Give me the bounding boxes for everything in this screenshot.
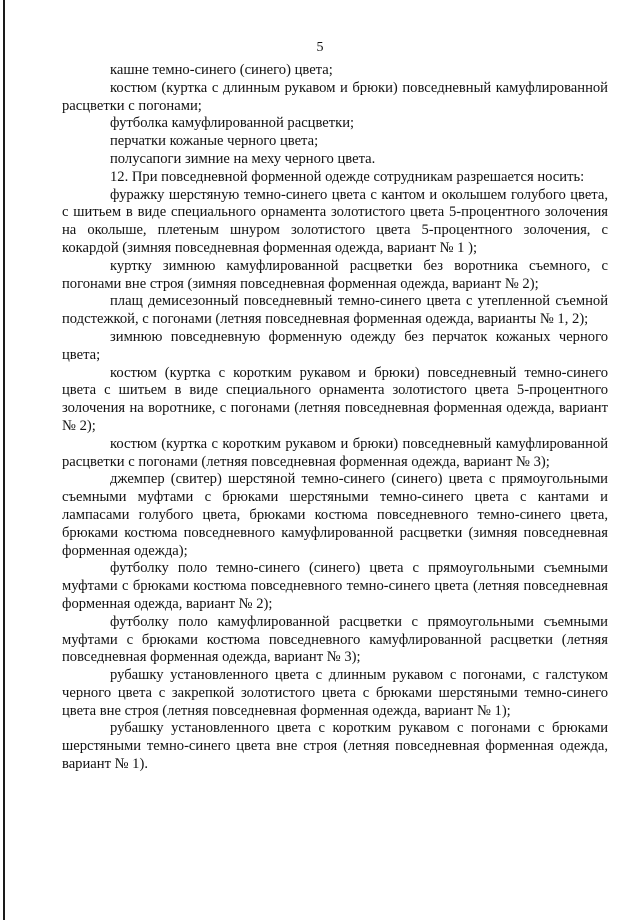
- paragraph: костюм (куртка с коротким рукавом и брюки) повседневный камуфлированной расцветки с погонами (летняя повседневная форменная одежда, вариант № 3);: [62, 435, 608, 470]
- paragraph: полусапоги зимние на меху черного цвета.: [110, 150, 376, 167]
- paragraph: зимнюю повседневную форменную одежду без перчаток кожаных черного цвета;: [62, 328, 608, 363]
- scan-edge-line: [3, 0, 5, 920]
- paragraph: фуражку шерстяную темно-синего цвета с кантом и околышем голубого цвета, с шитьем в виде специального орнамента золотистого цвета 5-процентного золочения на околыше, плетеным шнуром золотистого цвета 5-процентного золочения, с кокардой (зимняя повседневная форменная одежда, вариант № 1 );: [62, 186, 608, 256]
- paragraph: футболка камуфлированной расцветки;: [110, 115, 355, 132]
- paragraph: футболку поло темно-синего (синего) цвета с прямоугольными съемными муфтами с брюками костюма повседневного темно-синего цвета (летняя повседневная форменная одежда, вариант № 2);: [62, 560, 608, 612]
- page-number: 5: [316, 40, 324, 55]
- paragraph: джемпер (свитер) шерстяной темно-синего (синего) цвета с прямоугольными съемными муфтами с брюками шерстяными темно-синего цвета с кантами и лампасами голубого цвета, брюками костюма повседневного темно-синего цвета, брюками костюма повседневного камуфлированной расцветки (зимняя повседневная форменная одежда);: [62, 471, 608, 559]
- paragraph: плащ демисезонный повседневный темно-синего цвета с утепленной съемной подстежкой, с погонами (летняя повседневная форменная одежда, варианты № 1, 2);: [62, 293, 608, 328]
- paragraph: куртку зимнюю камуфлированной расцветки без воротника съемного, с погонами вне строя (зимняя повседневная форменная одежда, вариант № 2);: [62, 257, 608, 292]
- paragraph: костюм (куртка с коротким рукавом и брюки) повседневный темно-синего цвета с шитьем в виде специального орнамента золотистого цвета 5-процентного золочения на воротнике, с погонами (летняя повседневная форменная одежда, вариант № 2);: [62, 364, 608, 434]
- paragraph: кашне темно-синего (синего) цвета;: [110, 62, 333, 78]
- paragraph: рубашку установленного цвета с коротким рукавом с погонами с брюками шерстяными темно-синего цвета вне строя (летняя повседневная форменная одежда, вариант № 1).: [62, 720, 608, 773]
- section-heading-12: 12. При повседневной форменной одежде сотрудникам разрешается носить:: [110, 168, 585, 185]
- paragraph: футболку поло камуфлированной расцветки с прямоугольными съемными муфтами с брюками костюма повседневного камуфлированной расцветки (летняя повседневная форменная одежда, вариант № 3);: [62, 613, 608, 666]
- paragraph: перчатки кожаные черного цвета;: [110, 133, 319, 150]
- paragraph: костюм (куртка с длинным рукавом и брюки) повседневный камуфлированной расцветки с погонами;: [62, 79, 608, 114]
- paragraph: рубашку установленного цвета с длинным рукавом с погонами, с галстуком черного цвета с закрепкой золотистого цвета с брюками шерстяными темно-синего цвета вне строя (летняя повседневная форменная одежда, вариант № 1);: [62, 667, 608, 719]
- document-body: [62, 62, 608, 774]
